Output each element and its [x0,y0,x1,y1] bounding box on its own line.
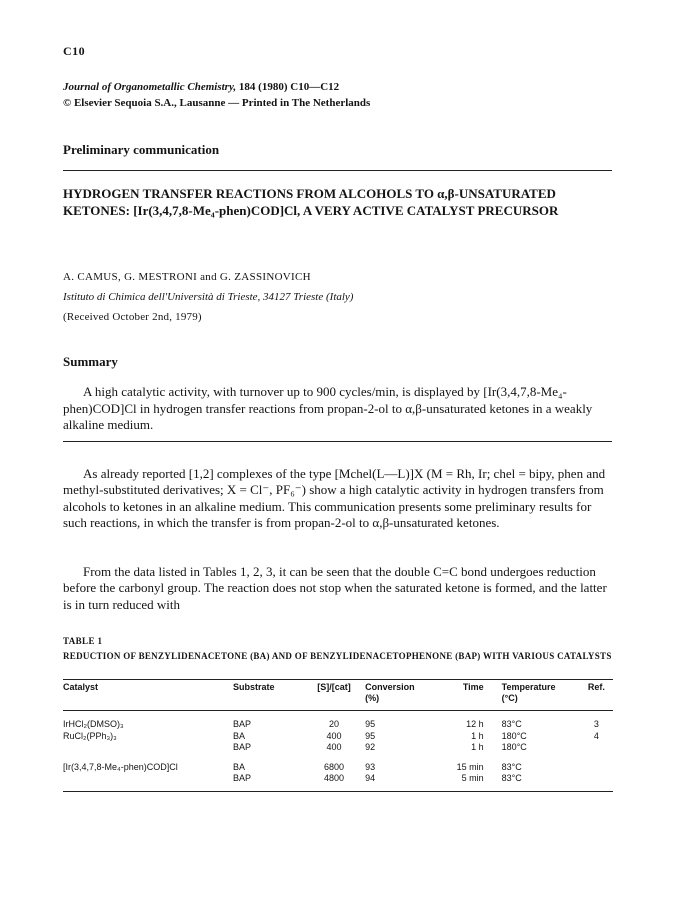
table-label: TABLE 1 [63,636,103,646]
cell-ref: 4 [593,730,599,741]
table-row [63,711,613,731]
table-caption: REDUCTION OF BENZYLIDENACETONE (BA) AND OF BENZYLIDENACETOPHENONE (BAP) WITH VARIOUS CATALYSTS [63,651,612,661]
cell-conversion: 94 [365,773,436,791]
cell-ratio: 6800 [324,761,345,772]
header-temperature-label: Temperature [501,682,556,692]
header-conversion-unit: (%) [365,693,380,703]
cell-temperature: 83°C [486,773,582,791]
cell-substrate: BAP [233,773,305,791]
header-divider [63,170,612,171]
summary-heading: Summary [63,354,118,369]
cell-ratio: 400 [326,730,342,741]
cell-conversion: 93 [365,761,376,772]
cell-catalyst: [Ir(3,4,7,8-Me₄-phen)COD]Cl [63,761,178,772]
cell-substrate: BA [233,761,246,772]
article-title: HYDROGEN TRANSFER REACTIONS FROM ALCOHOLS TO α,β-UNSATURATED KETONES: [Ir(3,4,7,8-Me₄-phen)COD]Cl, A VERY ACTIVE CATALYST PRECURSOR [63,186,559,218]
cell-catalyst [63,773,233,791]
cell-time: 15 min [456,761,484,772]
header-conversion-label: Conversion [365,682,415,692]
cell-ref [582,754,613,774]
cell-time: 5 min [436,773,486,791]
cell-conversion: 95 [365,730,376,741]
institution: Istituto di Chimica dell'Università di Trieste, 34127 Trieste (Italy) [63,291,354,303]
header-time: Time [436,680,486,711]
received-date: (Received October 2nd, 1979) [63,311,202,323]
table-row [63,731,613,743]
cell-time: 1 h [471,742,484,752]
header-ratio: [S]/[cat] [305,680,365,711]
body-paragraph-1: As already reported [1,2] complexes of the type [Mchel(L—L)]X (M = Rh, Ir; chel = bipy, phen and methyl-substituted derivatives; X = Cl⁻, PF₆⁻) show a high catalytic activity in hydrogen transfers from alcohols to ketones in an alkaline medium. This communication presents some preliminary results for such reactions, in which the transfer is from propan-2-ol to α,β-unsaturated ketones. [63,466,606,530]
header-substrate: Substrate [233,680,305,711]
copyright-line: © Elsevier Sequoia S.A., Lausanne — Printed in The Netherlands [63,97,371,109]
cell-catalyst: RuCl₂(PPh₃)₃ [63,730,117,741]
cell-temperature: 83°C [501,719,522,729]
header-temperature [486,680,582,711]
cell-catalyst: IrHCl₂(DMSO)₃ [63,719,124,729]
header-temperature-unit: (°C) [501,693,518,703]
table-header-row [63,680,613,711]
journal-name: Journal of Organometallic Chemistry, [63,81,237,93]
journal-citation [63,79,370,111]
article-type: Preliminary communication [63,142,220,157]
journal-volume-pages: 184 (1980) C10—C12 [238,81,340,93]
cell-time: 1 h [471,730,484,741]
cell-ref [582,742,613,754]
cell-temperature: 180°C [501,742,527,752]
cell-ref: 3 [593,719,599,729]
header-ref: Ref. [582,680,613,711]
header-conversion [365,680,436,711]
summary-text: A high catalytic activity, with turnover up to 900 cycles/min, is displayed by [Ir(3,4,7,8-Me₄-phen)COD]Cl in hydrogen transfer reactions from propan-2-ol to α,β-unsaturated ketones in a weakly alkaline medium. [63,384,593,432]
cell-substrate: BA [233,730,246,741]
cell-ref [582,773,613,791]
cell-time: 12 h [466,719,484,729]
authors: A. CAMUS, G. MESTRONI and G. ZASSINOVICH [63,271,311,283]
cell-temperature: 180°C [501,730,527,741]
cell-ratio: 400 [326,742,342,752]
journal-reference-line [63,79,370,95]
header-catalyst: Catalyst [63,680,233,711]
cell-ratio: 20 [329,719,340,729]
table-row [63,742,613,754]
cell-conversion: 95 [365,719,376,729]
cell-temperature: 83°C [501,761,522,772]
cell-substrate: BAP [233,719,252,729]
body-paragraph-2: From the data listed in Tables 1, 2, 3, it can be seen that the double C=C bond undergoes reduction before the carbonyl group. The reaction does not stop when the saturated ketone is formed, and the latter is in turn reduced with [63,564,607,612]
cell-conversion: 92 [365,742,376,752]
summary-divider [63,441,612,442]
data-table [63,679,613,792]
cell-ratio: 4800 [305,773,365,791]
table-row [63,754,613,774]
cell-substrate: BAP [233,742,252,752]
cell-catalyst [63,742,233,754]
page-number: C10 [63,44,86,58]
table-row [63,773,613,791]
